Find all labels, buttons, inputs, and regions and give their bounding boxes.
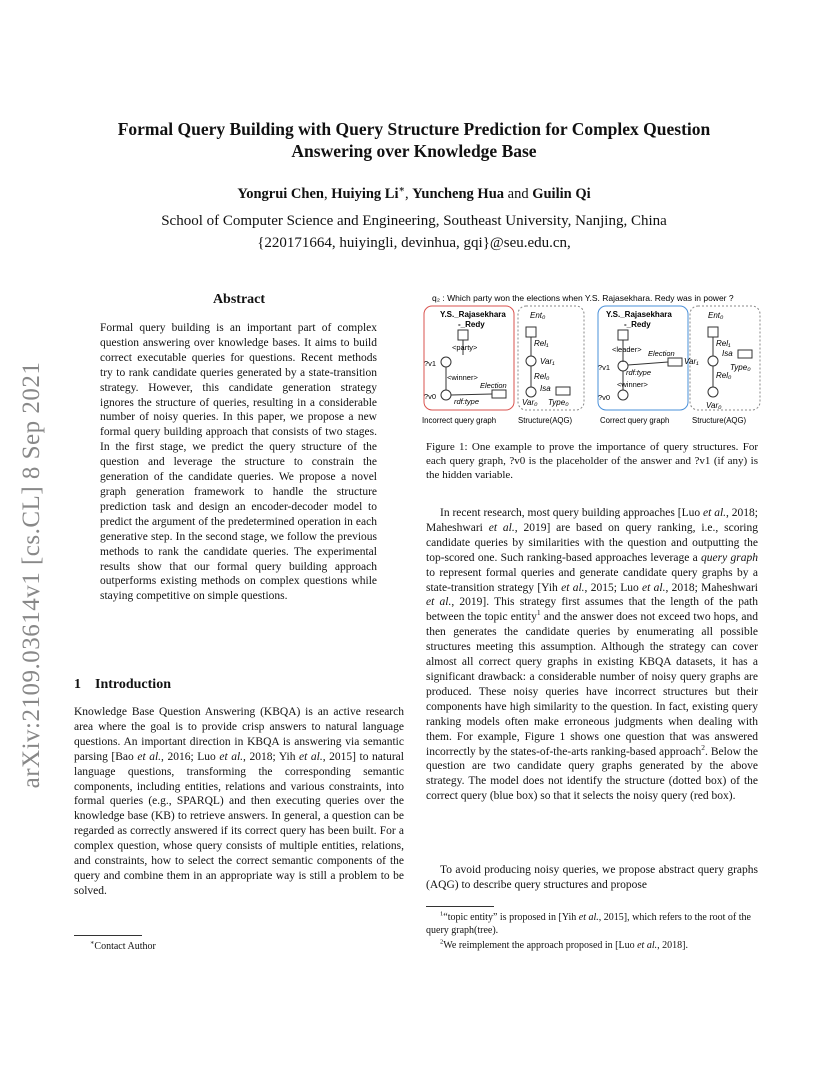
rc-etal-1: et al. [703, 507, 727, 519]
aqg-left-isa: Isa [540, 384, 551, 393]
section-heading-introduction [74, 677, 171, 693]
aqg-right-ent-node [708, 327, 718, 337]
fn1-text-b: , 2015], which refers to the root of the query graph(tree). [426, 912, 751, 936]
author-4: Guilin Qi [532, 186, 591, 202]
affiliation-emails: {220171664, huiyingli, devinhua, gqi}@seu.edu.cn, [257, 235, 571, 251]
rc-etal-2: et al. [488, 521, 515, 534]
aqg-left-rel1: Rel₁ [534, 339, 549, 348]
left-entity-line2: -_Redy [458, 320, 485, 329]
section-number: 1 [74, 677, 81, 692]
rc-i: . Below the question are two candidate query graphs generated by the above strategy. The model does not identify the structure (dotted box) of the correct query (blue box) so that it selects the noisy query (red box). [426, 745, 758, 803]
aqg-right-var0: Var₀ [706, 401, 722, 410]
left-v0-node [441, 390, 451, 400]
rc-a: In recent research, most query building approaches [Luo [440, 507, 703, 519]
rc-etal-5: et al. [426, 596, 452, 609]
left-label-election: Election [480, 381, 507, 390]
right-paragraph-1 [426, 506, 758, 804]
abstract-body: Formal query building is an important part of complex question answering over knowledge bases. It aims to build correct executable queries for questions. Recent methods try to rank candidate queries generated by a state-transition strategy. However, this candidate generation strategy ignores the structure of queries, resulting in a considerable number of noisy queries. In this paper, we propose a new formal query building approach that consists of two stages. In the first stage, we predict the query structure of the question and leverage the structure to constrain the generation of the candidate queries. We propose a novel graph generation framework to handle the structure prediction task and design an encoder-decoder model to predict the argument of the predetermined operation in each generative step. In the second stage, we follow the previous methods to rank the candidate queries. The experimental results show that our formal query building approach outperforms existing methods on complex questions while staying competitive on simple questions. [100, 322, 377, 603]
left-v1-node [441, 357, 451, 367]
label-correct-graph: Correct query graph [600, 416, 670, 425]
intro-etal-3: et al. [299, 750, 323, 763]
author-3: Yuncheng Hua [412, 186, 505, 202]
intro-text-b: , 2016; Luo [161, 750, 220, 763]
rc-fn1-mark: 1 [536, 608, 541, 618]
author-1: Yongrui Chen [237, 186, 324, 202]
author-list: Yongrui Chen, Huiying Li∗, Yuncheng Hua and Guilin Qi [237, 185, 591, 202]
fn2-text-b: , 2018]. [657, 940, 688, 951]
aqg-left-var0: Var₀ [522, 398, 538, 407]
right-label-winner: <winner> [617, 380, 648, 389]
rc-e: , 2015; Luo [584, 581, 643, 594]
figure-1 [422, 292, 762, 432]
affiliation [0, 210, 828, 254]
fn2-mark: 2 [440, 938, 444, 946]
left-edge-3 [451, 394, 492, 395]
right-label-rdftype: rdf:type [626, 368, 652, 377]
label-structure-1: Structure(AQG) [518, 416, 573, 425]
left-label-party: <party> [452, 343, 478, 352]
aqg-right-rel0: Rel₀ [716, 371, 732, 380]
author-and: and [507, 186, 529, 202]
intro-paragraph [74, 705, 404, 899]
rc-fn2-mark: 2 [701, 742, 705, 752]
footnote-contact [90, 940, 390, 953]
right-label-v1: ?v1 [598, 363, 611, 372]
fn2-text-a: We reimplement the approach proposed in [Luo [443, 940, 638, 951]
fn1-text-a: “topic entity” is proposed in [Yih [443, 912, 579, 923]
left-type-node [492, 390, 506, 398]
left-label-v0: ?v0 [424, 392, 437, 401]
aqg-right-ent: Ent₀ [708, 311, 724, 320]
paper-title [60, 118, 768, 162]
aqg-right-type0: Type₀ [730, 363, 751, 372]
footnote-2 [426, 939, 758, 952]
left-entity-node [458, 330, 468, 340]
footnote-1 [426, 911, 758, 937]
fn1-mark: 1 [440, 910, 444, 918]
intro-etal-1: et al. [137, 750, 162, 763]
abstract-heading: Abstract [212, 292, 266, 307]
rc-etal-4: et al. [642, 581, 666, 594]
label-incorrect-graph: Incorrect query graph [422, 416, 497, 425]
rc-query-graph: query graph [701, 551, 758, 564]
figure-1-diagram [422, 292, 762, 432]
aqg-left-var1: Var₁ [540, 357, 555, 366]
rc-f: , 2018; Maheshwari [665, 581, 758, 594]
intro-text-d: , 2015] to natural language questions, transforming the corresponding semantic components, including entities, relations and various constraints, into formal queries (e.g., SPARQL) and then executing queries over the knowledge base (KB) to retrieve answers. In general, a question can be regarded as correctly answered if its correct query has been built. For a complex question, whose query consists of multiple entities, relations, and constraints, how to select the correct semantic components of the query and combine them in an appropriate way is still a problem to be solved. [74, 750, 404, 897]
fn2-etal: et al. [637, 940, 658, 951]
figure-caption: Figure 1: One example to prove the importance of query structures. For each query graph, ?v0 is the placeholder of the answer and ?v1 (if any) is the hidden variable. [426, 441, 758, 481]
footnote-text: Contact Author [94, 941, 156, 952]
footnote-rule-right [426, 906, 494, 907]
right-paragraph-2: To avoid producing noisy queries, we propose abstract query graphs (AQG) to describe query structures and propose [426, 864, 758, 891]
rc-b: , 2018; Maheshwari [426, 507, 758, 534]
right-entity-line2: -_Redy [624, 320, 651, 329]
aqg-right-type-node [738, 350, 752, 358]
rc-h: and the answer does not exceed two hops, and then generates the candidate queries by enumerating all possible structures meeting this assumption. Although the strategy can cover almost all correct query graphs in existing KBQA datasets, it has a significant drawback: a considerable number of noisy query graphs are produced. These noisy queries have incorrect structures but their components have high similarity to the question. In fact, existing query ranking models often make erroneous judgments when dealing with them. For example, Figure 1 shows one question that was answered incorrectly by the states-of-the-arts ranking-based approach [426, 611, 759, 758]
fn1-etal: et al. [578, 912, 599, 923]
aqg-left-ent: Ent₀ [530, 311, 546, 320]
right-entity-node [618, 330, 628, 340]
intro-text-a: Knowledge Base Question Answering (KBQA) is an active research area where the goal is to provide crisp answers to natural language questions. An important direction in KBQA is answering via semantic parsing [Bao [74, 706, 404, 763]
right-edge-2 [628, 362, 668, 365]
aqg-right-isa: Isa [722, 349, 733, 358]
rc-c: , 2019] are based on query ranking, i.e., scoring candidate queries by similarities with the question and outputting the top-scored one. Such ranking-based approaches leverage a [426, 521, 758, 564]
aqg-right-rel1: Rel₁ [716, 339, 731, 348]
footnote-rule [74, 935, 142, 936]
title-line-1: Formal Query Building with Query Structure Prediction for Complex Question [117, 119, 711, 139]
aqg-left-var0-node [526, 387, 536, 397]
intro-text-c: , 2018; Yih [243, 750, 300, 763]
arxiv-identifier: arXiv:2109.03614v1 [cs.CL] 8 Sep 2021 [18, 361, 45, 789]
figure-question: q₂ : Which party won the elections when Y.S. Rajasekhara. Redy was in power ? [432, 293, 734, 303]
left-label-v1: ?v1 [424, 359, 437, 368]
rc-d: to represent formal queries and generate candidate query graphs by a state-transition strategy [Yih [426, 566, 758, 594]
left-label-winner: <winner> [447, 373, 478, 382]
aqg-left-type0: Type₀ [548, 398, 569, 407]
right-entity-line1: Y.S._Rajasekhara [606, 310, 672, 319]
footnote-mark: ∗ [90, 939, 95, 947]
affiliation-line-1: School of Computer Science and Engineering, Southeast University, Nanjing, China [161, 213, 667, 229]
rc-etal-3: et al. [561, 581, 585, 594]
title-line-2: Answering over Knowledge Base [291, 141, 537, 161]
right-label-v0: ?v0 [598, 393, 611, 402]
aqg-right-var0-node [708, 387, 718, 397]
label-structure-2: Structure(AQG) [692, 416, 747, 425]
right-type-node [668, 358, 682, 366]
author-2: Huiying Li [331, 186, 399, 202]
aqg-right-var1: Var₁ [684, 357, 699, 366]
aqg-left-type-node [556, 387, 570, 395]
rc-g: , 2019]. This strategy first assumes that the length of the path between the topic entity [426, 596, 759, 624]
section-title: Introduction [95, 677, 171, 692]
intro-etal-2: et al. [219, 750, 244, 763]
author-2-mark: ∗ [398, 185, 406, 196]
right-v0-node [618, 390, 628, 400]
right-label-leader: <leader> [612, 345, 642, 354]
aqg-right-var1-node [708, 356, 718, 366]
left-entity-line1: Y.S._Rajasekhara [440, 310, 506, 319]
aqg-left-var1-node [526, 356, 536, 366]
right-label-election: Election [648, 349, 675, 358]
aqg-left-rel0: Rel₀ [534, 372, 550, 381]
arxiv-sidebar [12, 300, 52, 850]
left-label-rdftype: rdf:type [454, 397, 480, 406]
aqg-left-ent-node [526, 327, 536, 337]
